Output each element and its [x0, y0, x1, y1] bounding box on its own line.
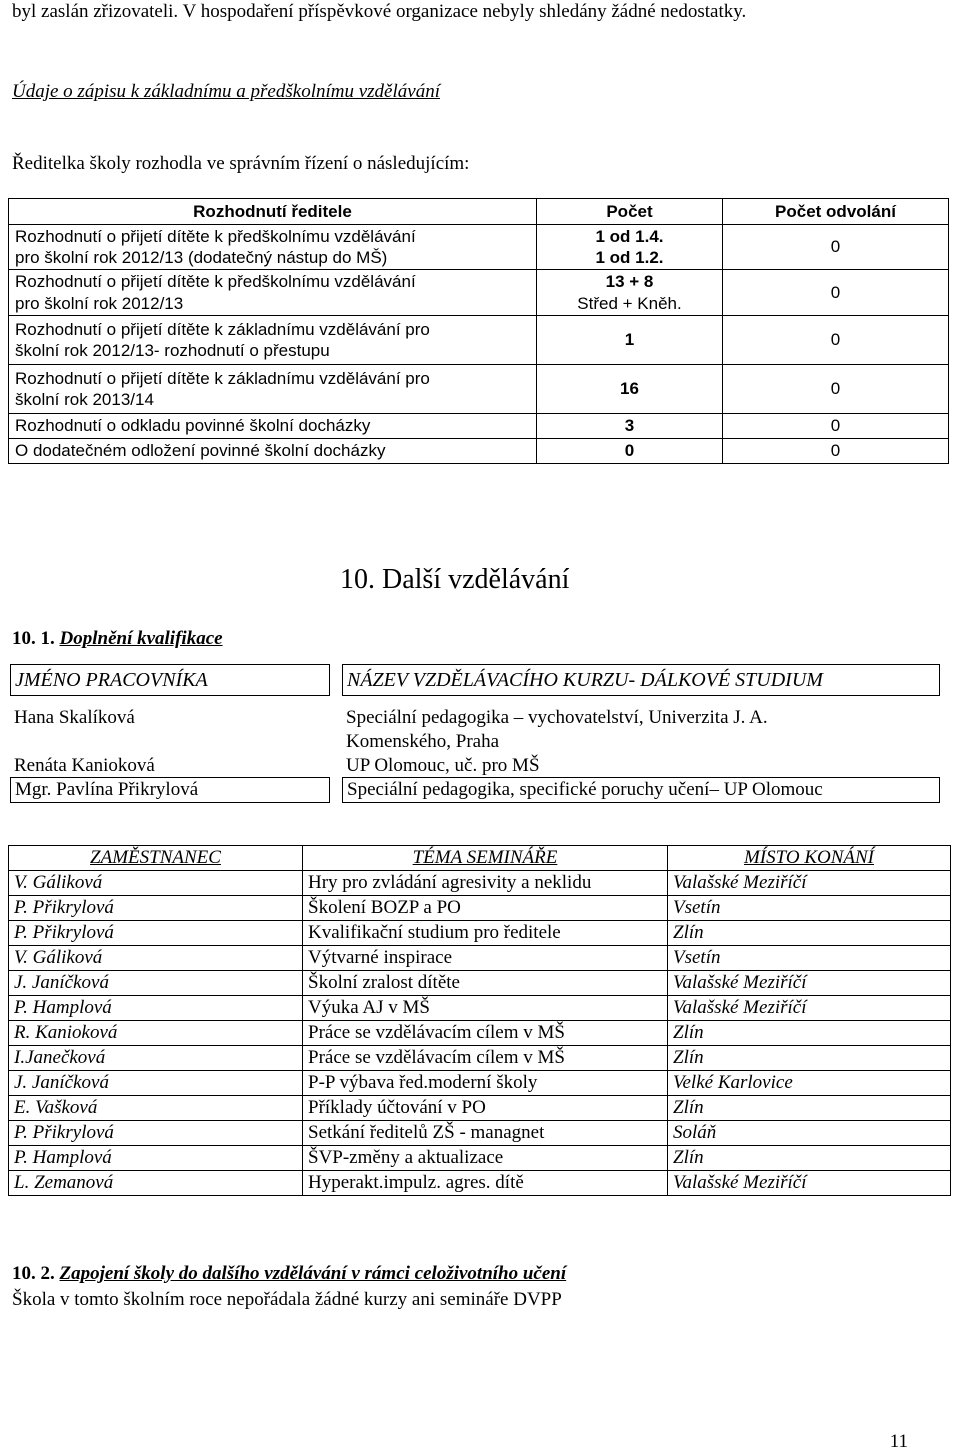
header-topic: TÉMA SEMINÁŘE — [303, 846, 668, 871]
seminar-topic: Práce se vzdělávacím cílem v MŠ — [303, 1046, 668, 1071]
appeals-value: 0 — [723, 365, 949, 414]
employee-name: V. Gáliková — [9, 946, 303, 971]
table-header-row — [9, 846, 951, 871]
seminar-place: Velké Karlovice — [668, 1071, 951, 1096]
worker-name: Renáta Kanioková — [14, 754, 155, 776]
seminar-topic: ŠVP-změny a aktualizace — [303, 1146, 668, 1171]
appeals-value: 0 — [723, 316, 949, 365]
decision-text: Rozhodnutí o přijetí dítěte k předškolnímu vzdělávání — [15, 272, 416, 292]
enrollment-statement: Ředitelka školy rozhodla ve správním řízení o následujícím: — [12, 153, 470, 174]
count-value: 1 — [537, 316, 723, 365]
count-value: 1 od 1.4. — [595, 226, 664, 246]
seminar-place: Zlín — [668, 921, 951, 946]
subsection-title: Doplnění kvalifikace — [59, 628, 223, 649]
header-course-name: NÁZEV VZDĚLÁVACÍHO KURZU- DÁLKOVÉ STUDIUM — [342, 664, 940, 696]
table-row — [9, 1046, 951, 1071]
courses-table — [10, 664, 940, 803]
employee-name: L. Zemanová — [9, 1171, 303, 1196]
seminar-topic: Příklady účtování v PO — [303, 1096, 668, 1121]
enrollment-heading: Údaje o zápisu k základnímu a předškolnímu vzdělávání — [12, 81, 440, 102]
worker-name: Mgr. Pavlína Přikrylová — [10, 777, 330, 803]
course-name: Komenského, Praha — [346, 730, 500, 752]
table-row — [9, 871, 951, 896]
worker-name: Hana Skalíková — [14, 707, 135, 728]
header-appeals: Počet odvolání — [723, 199, 949, 225]
count-value: 16 — [537, 365, 723, 414]
count-value: 1 od 1.2. — [595, 248, 664, 267]
seminar-place: Valašské Meziříčí — [668, 996, 951, 1021]
table-row — [9, 971, 951, 996]
employee-name: P. Hamplová — [9, 1146, 303, 1171]
decision-text: školní rok 2013/14 — [15, 390, 154, 409]
seminar-topic: Školení BOZP a PO — [303, 896, 668, 921]
seminar-rows — [9, 871, 951, 1196]
appeals-value: 0 — [723, 439, 949, 464]
employee-name: E. Vašková — [9, 1096, 303, 1121]
seminar-topic: Školní zralost dítěte — [303, 971, 668, 996]
decision-text: pro školní rok 2012/13 — [15, 293, 184, 313]
table-row — [9, 365, 949, 414]
table-header-row — [9, 199, 949, 225]
seminar-place: Valašské Meziříčí — [668, 971, 951, 996]
seminar-place: Zlín — [668, 1096, 951, 1121]
table-row — [9, 1096, 951, 1121]
table-row — [9, 414, 949, 439]
employee-name: P. Přikrylová — [9, 1121, 303, 1146]
employee-name: J. Janíčková — [9, 1071, 303, 1096]
section-10-title: 10. Další vzdělávání — [340, 564, 570, 595]
header-worker-name: JMÉNO PRACOVNÍKA — [10, 664, 330, 696]
appeals-value: 0 — [723, 225, 949, 270]
seminar-place: Soláň — [668, 1121, 951, 1146]
table-row — [9, 1021, 951, 1046]
course-name: Speciální pedagogika – vychovatelství, Univerzita J. A. — [346, 707, 768, 728]
table-row — [9, 1171, 951, 1196]
table-row — [9, 921, 951, 946]
table-header-row — [10, 664, 940, 696]
employee-name: P. Přikrylová — [9, 896, 303, 921]
table-row — [10, 777, 940, 803]
header-decision: Rozhodnutí ředitele — [9, 199, 537, 225]
course-name: Speciální pedagogika, specifické poruchy učení– UP Olomouc — [342, 777, 940, 803]
seminar-topic: Výuka AJ v MŠ — [303, 996, 668, 1021]
table-row — [9, 1071, 951, 1096]
employee-name: I.Janečková — [9, 1046, 303, 1071]
employee-name: P. Přikrylová — [9, 921, 303, 946]
seminar-place: Vsetín — [668, 896, 951, 921]
appeals-value: 0 — [723, 270, 949, 316]
decision-text: O dodatečném odložení povinné školní docházky — [9, 439, 537, 464]
table-row — [9, 1146, 951, 1171]
enrollment-table — [8, 198, 949, 464]
intro-line: byl zaslán zřizovateli. V hospodaření příspěvkové organizace nebyly shledány žádné nedostatky. — [12, 1, 747, 22]
subsection-10-2-text: Škola v tomto školním roce nepořádala žádné kurzy ani semináře DVPP — [12, 1289, 562, 1310]
table-row — [10, 754, 940, 778]
employee-name: V. Gáliková — [9, 871, 303, 896]
header-place: MÍSTO KONÁNÍ — [668, 846, 951, 871]
table-row — [9, 946, 951, 971]
table-row — [9, 996, 951, 1021]
count-value: 0 — [537, 439, 723, 464]
seminar-topic: Kvalifikační studium pro ředitele — [303, 921, 668, 946]
subsection-title: Zapojení školy do dalšího vzdělávání v rámci celoživotního učení — [59, 1263, 567, 1284]
seminars-table — [8, 845, 951, 1196]
table-row — [9, 1121, 951, 1146]
seminar-topic: Výtvarné inspirace — [303, 946, 668, 971]
employee-name: J. Janíčková — [9, 971, 303, 996]
seminar-topic: Setkání ředitelů ZŠ - managnet — [303, 1121, 668, 1146]
seminar-topic: P-P výbava řed.moderní školy — [303, 1071, 668, 1096]
count-value: 3 — [537, 414, 723, 439]
count-value: 13 + 8 — [605, 272, 654, 292]
course-name: UP Olomouc, uč. pro MŠ — [346, 754, 540, 776]
seminar-place: Vsetín — [668, 946, 951, 971]
decision-text: Rozhodnutí o přijetí dítěte k předškolnímu vzdělávání — [15, 226, 416, 246]
table-row — [10, 706, 940, 754]
subsection-10-1 — [12, 627, 223, 651]
seminar-place: Zlín — [668, 1146, 951, 1171]
subsection-number: 10. 1. — [12, 628, 55, 649]
decision-text: pro školní rok 2012/13 (dodatečný nástup do MŠ) — [15, 248, 388, 267]
seminar-place: Valašské Meziříčí — [668, 871, 951, 896]
decision-text: školní rok 2012/13- rozhodnutí o přestupu — [15, 341, 330, 360]
table-row — [9, 896, 951, 921]
employee-name: P. Hamplová — [9, 996, 303, 1021]
decision-text: Rozhodnutí o odkladu povinné školní docházky — [9, 414, 537, 439]
seminar-place: Zlín — [668, 1046, 951, 1071]
employee-name: R. Kanioková — [9, 1021, 303, 1046]
seminar-topic: Práce se vzdělávacím cílem v MŠ — [303, 1021, 668, 1046]
seminar-topic: Hry pro zvládání agresivity a neklidu — [303, 871, 668, 896]
appeals-value: 0 — [723, 414, 949, 439]
table-row — [9, 270, 949, 316]
subsection-number: 10. 2. — [12, 1263, 55, 1284]
page-number: 11 — [889, 1431, 908, 1452]
decision-text: Rozhodnutí o přijetí dítěte k základnímu vzdělávání pro — [15, 319, 430, 339]
table-row — [9, 225, 949, 270]
decision-text: Rozhodnutí o přijetí dítěte k základnímu vzdělávání pro — [15, 368, 430, 388]
seminar-place: Valašské Meziříčí — [668, 1171, 951, 1196]
count-value: Střed + Kněh. — [577, 293, 682, 313]
header-employee: ZAMĚSTNANEC — [9, 846, 303, 871]
table-row — [9, 316, 949, 365]
header-count: Počet — [537, 199, 723, 225]
subsection-10-2 — [12, 1262, 566, 1286]
seminar-place: Zlín — [668, 1021, 951, 1046]
table-row — [9, 439, 949, 464]
seminar-topic: Hyperakt.impulz. agres. dítě — [303, 1171, 668, 1196]
